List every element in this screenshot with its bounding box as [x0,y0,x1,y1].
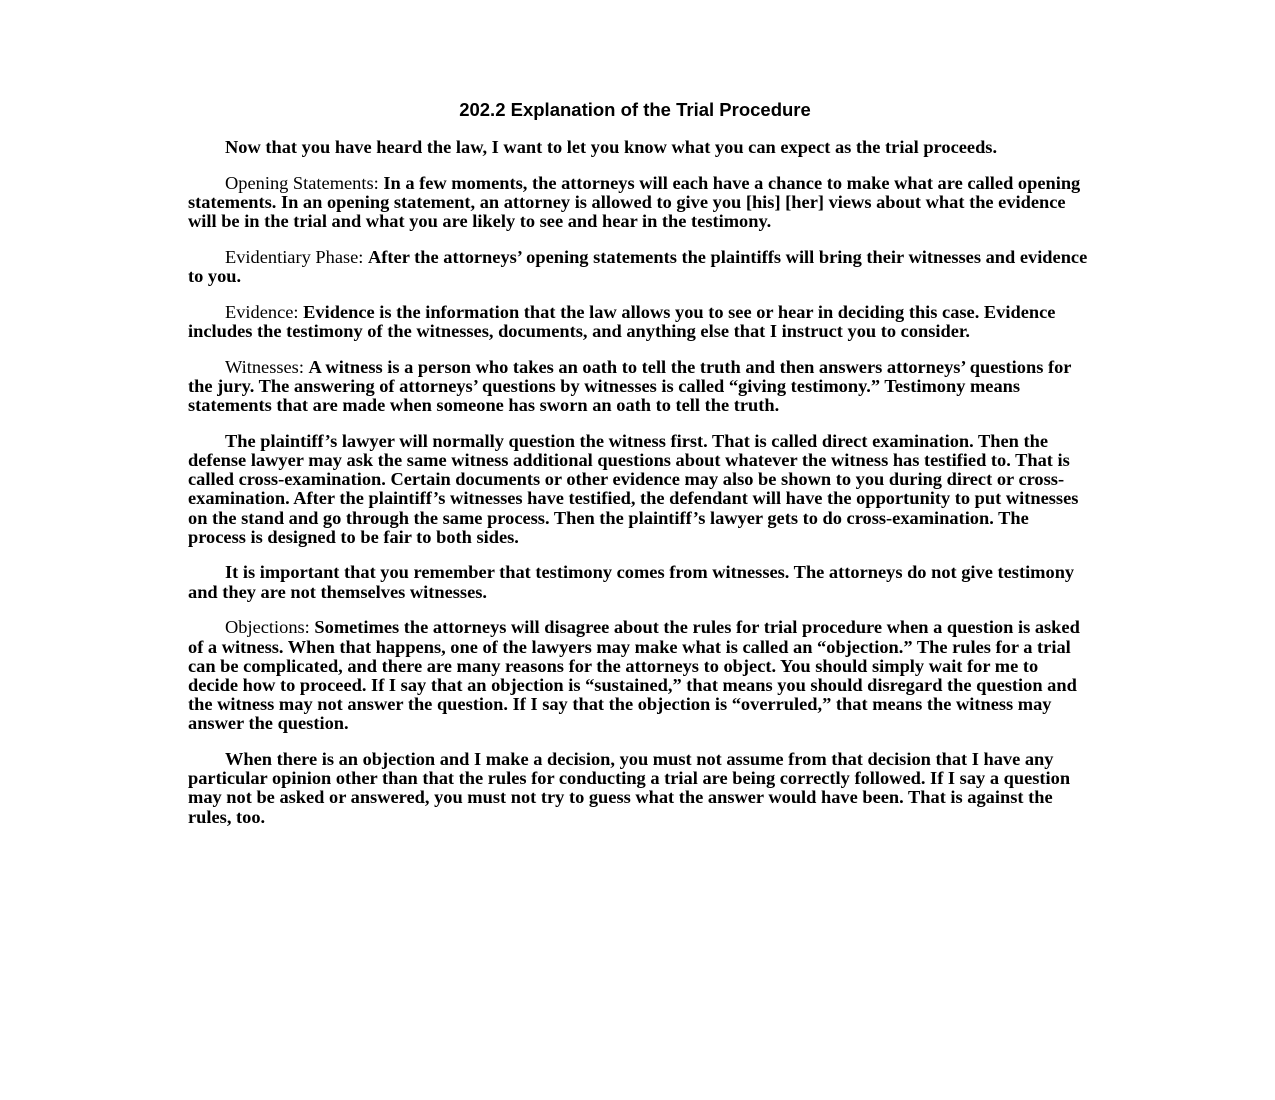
paragraph-opening-statements [188,174,1088,232]
paragraph-objection-decision [188,750,1088,827]
paragraph-objections [188,618,1088,733]
paragraph-lead: Evidence: [225,301,304,322]
paragraph-text: Sometimes the attorneys will disagree about the rules for trial procedure when a question is asked of a witness. When that happens, one of the lawyers may make what is called an “objection.” The rules for a trial can be complicated, and there are many reasons for the attorneys to object. You should simply wait for me to decide how to proceed. If I say that an objection is “sustained,” that means you should disregard the question and the witness may not answer the question. If I say that the objection is “overruled,” that means the witness may answer the question. [188,617,1080,734]
paragraph-evidence [188,303,1088,341]
paragraph-witnesses [188,358,1088,416]
paragraph-text: It is important that you remember that testimony comes from witnesses. The attorneys do not give testimony and they are not themselves witnesses. [188,562,1075,602]
paragraph-intro [188,138,1088,157]
paragraph-text: When there is an objection and I make a decision, you must not assume from that decision that I have any particular opinion other than that the rules for conducting a trial are being correctly followed. If I say a question may not be asked or answered, you must not try to guess what the answer would have been. That is against the rules, too. [188,749,1071,827]
page-title: 202.2 Explanation of the Trial Procedure [459,99,811,120]
paragraph-text: In a few moments, the attorneys will each have a chance to make what are called opening statements. In an opening statement, an attorney is allowed to give you [his] [her] views about what the evidence will be in the trial and what you are likely to see and hear in the testimony. [188,172,1081,232]
paragraph-lead: Evidentiary Phase: [225,246,369,267]
paragraph-text: A witness is a person who takes an oath to tell the truth and then answers attorneys’ questions for the jury. The answering of attorneys’ questions by witnesses is called “giving testimony.” Testimony means statements that are made when someone has sworn an oath to tell the truth. [188,356,1072,416]
paragraph-evidentiary-phase [188,248,1088,286]
paragraph-text: Now that you have heard the law, I want to let you know what you can expect as the trial proceeds. [225,137,998,157]
paragraph-text: Evidence is the information that the law allows you to see or hear in deciding this case. Evidence includes the testimony of the witnesses, documents, and anything else that I instruct you to consider. [188,301,1056,341]
paragraph-testimony-source [188,563,1088,601]
paragraph-text: The plaintiff’s lawyer will normally question the witness first. That is called direct examination. Then the defense lawyer may ask the same witness additional questions about whatever the witness has testified to. That is called cross-examination. Certain documents or other evidence may also be shown to you during direct or cross-examination. After the plaintiff’s witnesses have testified, the defendant will have the opportunity to put witnesses on the stand and go through the same process. Then the plaintiff’s lawyer gets to do cross-examination. The process is designed to be fair to both sides. [188,430,1079,547]
paragraph-lead: Objections: [225,617,315,638]
document-page [188,98,1088,843]
paragraph-text: After the attorneys’ opening statements the plaintiffs will bring their witnesses and evidence to you. [188,246,1088,287]
paragraph-examination [188,432,1088,547]
paragraph-lead: Witnesses: [225,356,309,377]
paragraph-lead: Opening Statements: [225,172,384,193]
